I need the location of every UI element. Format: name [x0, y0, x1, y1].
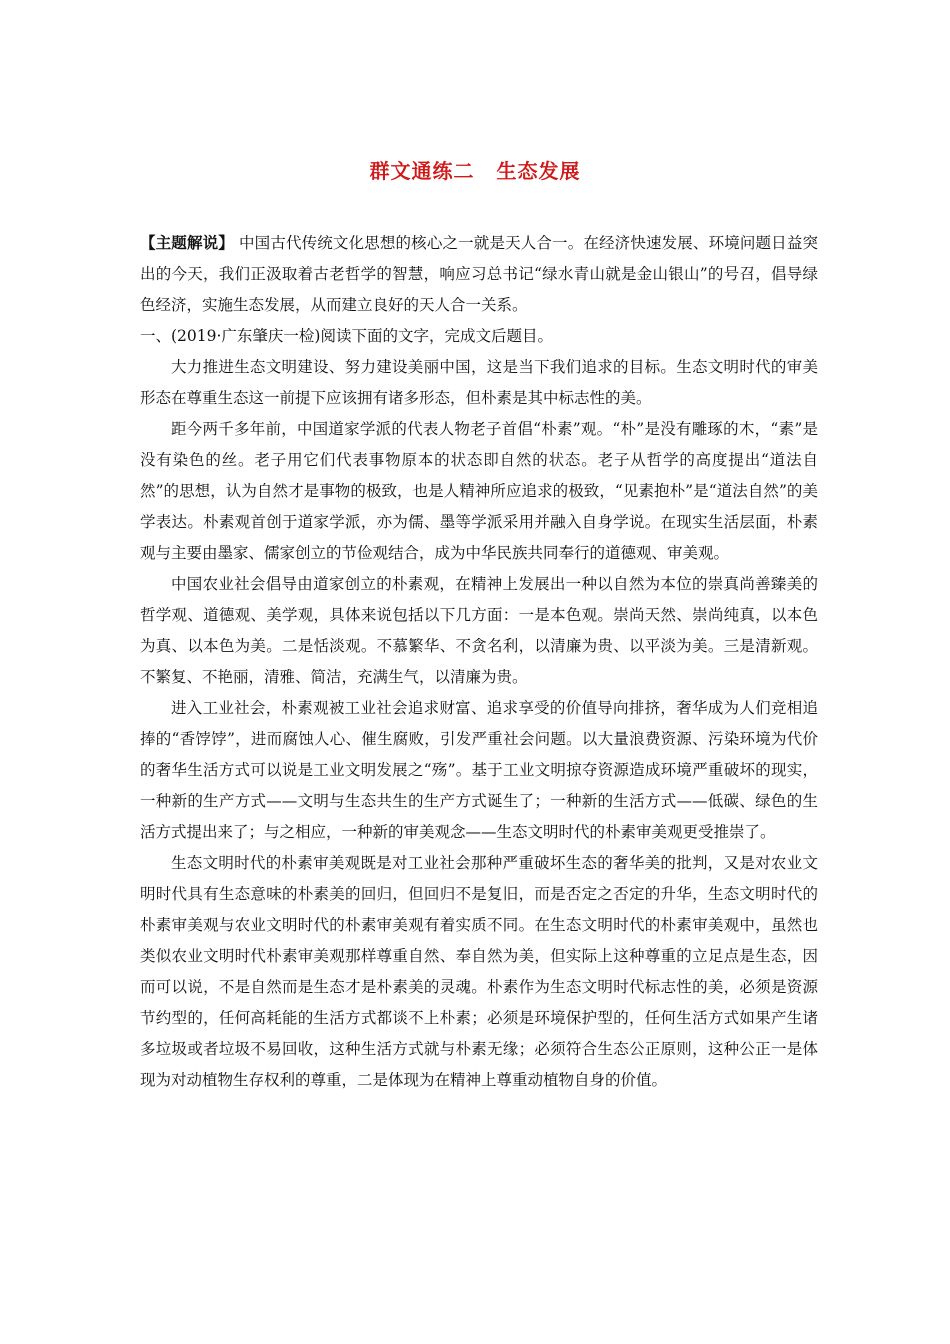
theme-text: 中国古代传统文化思想的核心之一就是天人合一。在经济快速发展、环境问题日益突出的今天，我们正汲取着古老哲学的智慧，响应习总书记“绿水青山就是金山银山”的号召，倡导绿色经济，实施生态发展，从而建立良好的天人合一关系。	[140, 234, 818, 314]
theme-label: 【主题解说】	[140, 233, 234, 252]
document-title	[0, 156, 950, 186]
body-paragraph-4: 进入工业社会，朴素观被工业社会追求财富、追求享受的价值导向排挤，奢华成为人们竞相追捧的“香饽饽”，进而腐蚀人心、催生腐败，引发严重社会问题。以大量浪费资源、污染环境为代价的奢华生活方式可以说是工业文明发展之“殇”。基于工业文明掠夺资源造成环境严重破坏的现实，一种新的生产方式——文明与生态共生的生产方式诞生了；一种新的生活方式——低碳、绿色的生活方式提出来了；与之相应，一种新的审美观念——生态文明时代的朴素审美观更受推崇了。	[140, 699, 818, 841]
body-paragraph-1: 大力推进生态文明建设、努力建设美丽中国，这是当下我们追求的目标。生态文明时代的审美形态在尊重生态这一前提下应该拥有诸多形态，但朴素是其中标志性的美。	[140, 358, 818, 407]
body-paragraph-3: 中国农业社会倡导由道家创立的朴素观，在精神上发展出一种以自然为本位的崇真尚善臻美的哲学观、道德观、美学观，具体来说包括以下几方面：一是本色观。崇尚天然、崇尚纯真，以本色为真、以本色为美。二是恬淡观。不慕繁华、不贪名利，以清廉为贵、以平淡为美。三是清新观。不繁复、不艳丽，清雅、简洁，充满生气，以清廉为贵。	[140, 575, 818, 686]
title-part-1: 群文通练二	[369, 159, 475, 183]
body-paragraph-2: 距今两千多年前，中国道家学派的代表人物老子首倡“朴素”观。“朴”是没有雕琢的木，“素”是没有染色的丝。老子用它们代表事物原本的状态即自然的状态。老子从哲学的高度提出“道法自然”的思想，认为自然才是事物的极致，也是人精神所应追求的极致，“见素抱朴”是“道法自然”的美学表达。朴素观首创于道家学派，亦为儒、墨等学派采用并融入自身学说。在现实生活层面，朴素观与主要由墨家、儒家创立的节俭观结合，成为中华民族共同奉行的道德观、审美观。	[140, 420, 818, 562]
body-paragraph-5: 生态文明时代的朴素审美观既是对工业社会那种严重破坏生态的奢华美的批判，又是对农业文明时代具有生态意味的朴素美的回归，但回归不是复旧，而是否定之否定的升华，生态文明时代的朴素审美观与农业文明时代的朴素审美观有着实质不同。在生态文明时代的朴素审美观中，虽然也类似农业文明时代朴素审美观那样尊重自然、奉自然为美，但实际上这种尊重的立足点是生态，因而可以说，不是自然而是生态才是朴素美的灵魂。朴素作为生态文明时代标志性的美，必须是资源节约型的，任何高耗能的生活方式都谈不上朴素；必须是环境保护型的，任何生活方式如果产生诸多垃圾或者垃圾不易回收，这种生活方式就与朴素无缘；必须符合生态公正原则，这种公正一是体现为对动植物生存权利的尊重，二是体现为在精神上尊重动植物自身的价值。	[140, 854, 818, 1089]
theme-explanation	[140, 227, 818, 321]
title-part-2: 生态发展	[496, 159, 581, 183]
question-intro: 一、(2019·广东肇庆一检)阅读下面的文字，完成文后题目。	[140, 327, 553, 345]
document-body	[140, 227, 818, 1096]
